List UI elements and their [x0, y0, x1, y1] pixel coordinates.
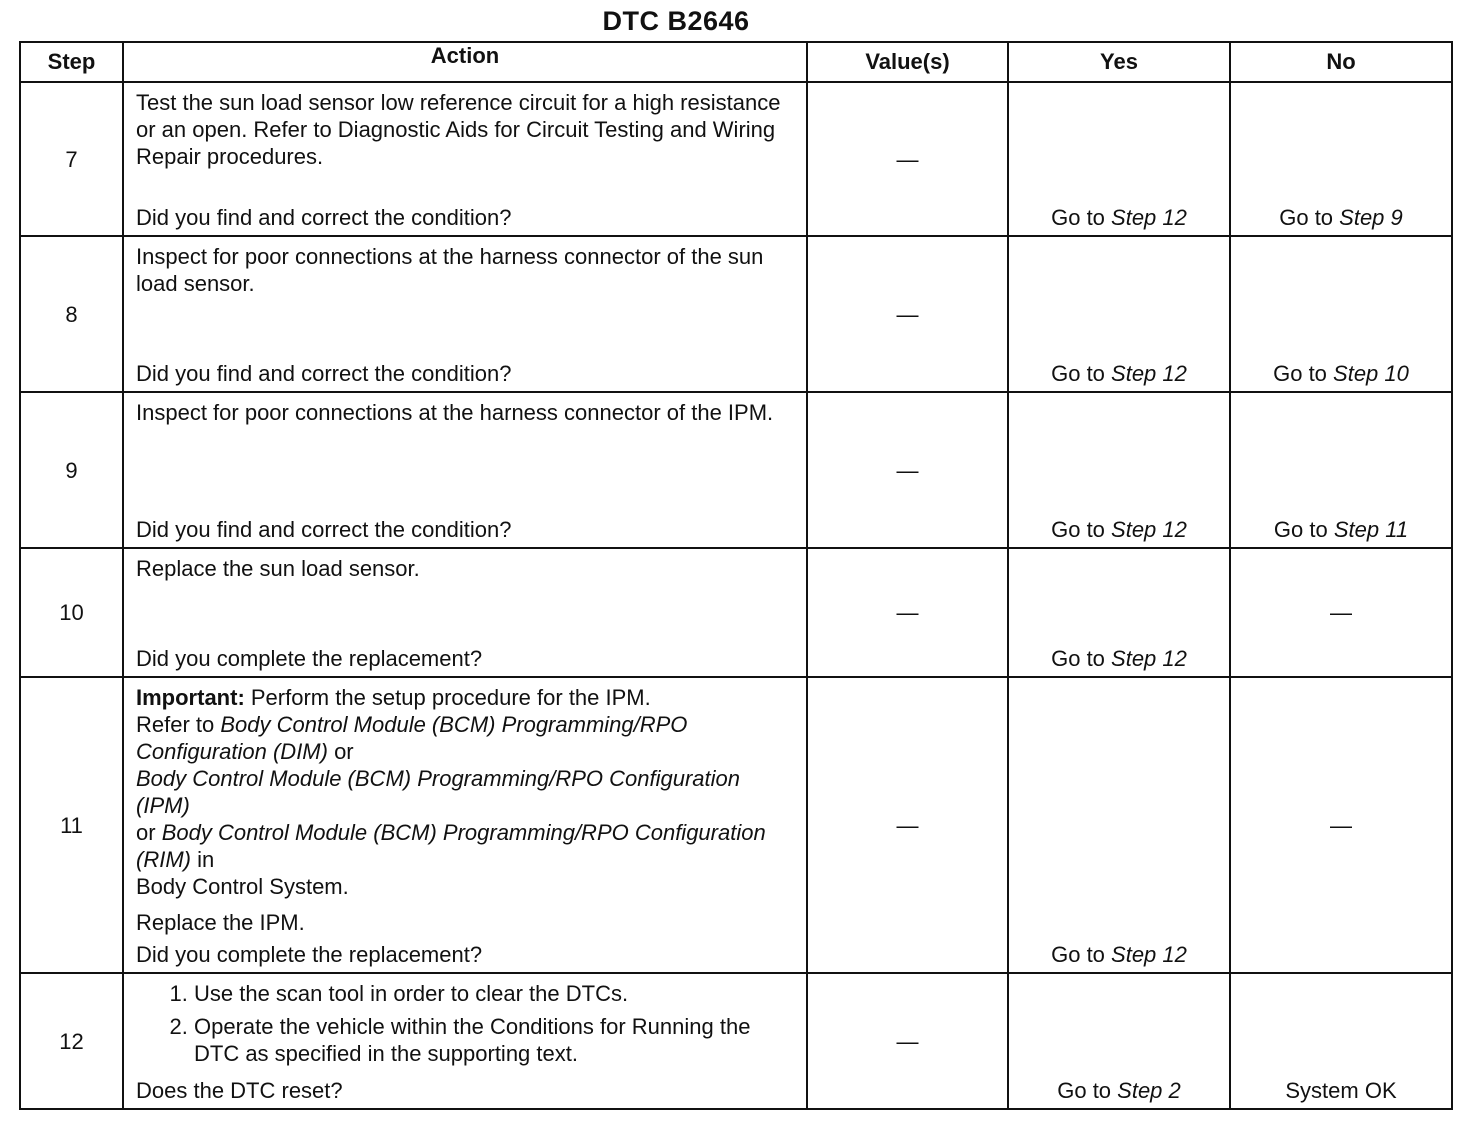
value-cell: —: [807, 82, 1008, 236]
no-cell: —: [1230, 677, 1452, 973]
table-row-step-7: [20, 82, 1452, 236]
yes-prefix: Go to: [1051, 942, 1112, 967]
no-cell: [1230, 236, 1452, 392]
refer-text: [136, 711, 794, 900]
action-cell: [123, 82, 807, 236]
step-number: 11: [20, 677, 123, 973]
no-cell: [1230, 392, 1452, 548]
header-yes: Yes: [1008, 42, 1230, 82]
action-question: Did you find and correct the condition?: [136, 517, 512, 542]
system-text: Body Control System.: [136, 874, 349, 899]
header-step: Step: [20, 42, 123, 82]
action-text: Inspect for poor connections at the harness connector of the IPM.: [136, 400, 774, 425]
step-number: 10: [20, 548, 123, 677]
document-title: DTC B2646: [602, 6, 750, 36]
yes-cell: [1008, 82, 1230, 236]
value-cell: —: [807, 548, 1008, 677]
or-text: or: [136, 820, 162, 845]
no-cell: —: [1230, 548, 1452, 677]
action-text: Test the sun load sensor low reference circuit for a high resistance or an open. Refer to Diagnostic Aids for Circuit Testing and Wiring Repair procedures.: [136, 90, 781, 169]
action-question: Did you complete the replacement?: [136, 942, 483, 967]
important-note: [136, 684, 794, 711]
no-cell: [1230, 82, 1452, 236]
no-step-link[interactable]: Step 9: [1339, 205, 1403, 230]
list-item: 1. Use the scan tool in order to clear the DTCs.: [194, 980, 794, 1007]
action-cell: [123, 548, 807, 677]
action-text: Inspect for poor connections at the harness connector of the sun load sensor.: [136, 244, 764, 296]
reference-link-dim[interactable]: Body Control Module (BCM) Programming/RPO Configuration (DIM): [136, 712, 688, 764]
yes-cell: [1008, 392, 1230, 548]
action-cell: [123, 392, 807, 548]
value-cell: —: [807, 392, 1008, 548]
list-item: 2. Operate the vehicle within the Conditions for Running the DTC as specified in the supporting text.: [194, 1013, 794, 1067]
no-step-link[interactable]: Step 10: [1333, 361, 1409, 386]
table-row-step-12: [20, 973, 1452, 1109]
reference-link-ipm[interactable]: Body Control Module (BCM) Programming/RPO Configuration (IPM): [136, 766, 741, 818]
important-label: Important:: [136, 685, 245, 710]
yes-step-link[interactable]: Step 12: [1111, 942, 1187, 967]
yes-step-link[interactable]: Step 12: [1111, 361, 1187, 386]
yes-step-link[interactable]: Step 12: [1111, 517, 1187, 542]
table-row-step-11: [20, 677, 1452, 973]
table-row-step-10: [20, 548, 1452, 677]
instruction-list: [136, 980, 794, 1067]
action-cell: [123, 236, 807, 392]
table-header-row: [20, 42, 1452, 82]
replace-text: Replace the IPM.: [136, 910, 305, 935]
no-prefix: Go to: [1273, 517, 1334, 542]
no-cell: System OK: [1230, 973, 1452, 1109]
action-text: Replace the sun load sensor.: [136, 556, 420, 581]
no-prefix: Go to: [1273, 361, 1334, 386]
action-question: Did you find and correct the condition?: [136, 361, 512, 386]
yes-cell: [1008, 236, 1230, 392]
yes-prefix: Go to: [1051, 517, 1112, 542]
yes-prefix: Go to: [1051, 361, 1112, 386]
yes-prefix: Go to: [1057, 1078, 1118, 1103]
action-question: Does the DTC reset?: [136, 1078, 343, 1103]
no-prefix: Go to: [1279, 205, 1340, 230]
table-row-step-8: [20, 236, 1452, 392]
action-cell: [123, 677, 807, 973]
diagnostic-table: [19, 41, 1453, 1110]
header-no: No: [1230, 42, 1452, 82]
in-text: in: [190, 847, 215, 872]
value-cell: —: [807, 677, 1008, 973]
header-values: Value(s): [807, 42, 1008, 82]
value-cell: —: [807, 236, 1008, 392]
value-cell: —: [807, 973, 1008, 1109]
reference-link-rim[interactable]: Body Control Module (BCM) Programming/RPO Configuration (RIM): [136, 820, 766, 872]
yes-cell: [1008, 548, 1230, 677]
action-cell: [123, 973, 807, 1109]
yes-prefix: Go to: [1051, 205, 1112, 230]
yes-step-link[interactable]: Step 2: [1117, 1078, 1181, 1103]
no-step-link[interactable]: Step 11: [1333, 517, 1409, 542]
step-number: 8: [20, 236, 123, 392]
action-question: Did you find and correct the condition?: [136, 205, 512, 230]
important-text: Perform the setup procedure for the IPM.: [244, 685, 651, 710]
or-text: or: [327, 739, 354, 764]
step-number: 12: [20, 973, 123, 1109]
yes-prefix: Go to: [1051, 646, 1112, 671]
yes-step-link[interactable]: Step 12: [1111, 646, 1187, 671]
step-number: 9: [20, 392, 123, 548]
yes-cell: [1008, 677, 1230, 973]
header-action: Action: [123, 42, 807, 82]
step-number: 7: [20, 82, 123, 236]
yes-cell: [1008, 973, 1230, 1109]
action-question: Did you complete the replacement?: [136, 646, 483, 671]
refer-to: Refer to: [136, 712, 221, 737]
yes-step-link[interactable]: Step 12: [1111, 205, 1187, 230]
table-row-step-9: [20, 392, 1452, 548]
